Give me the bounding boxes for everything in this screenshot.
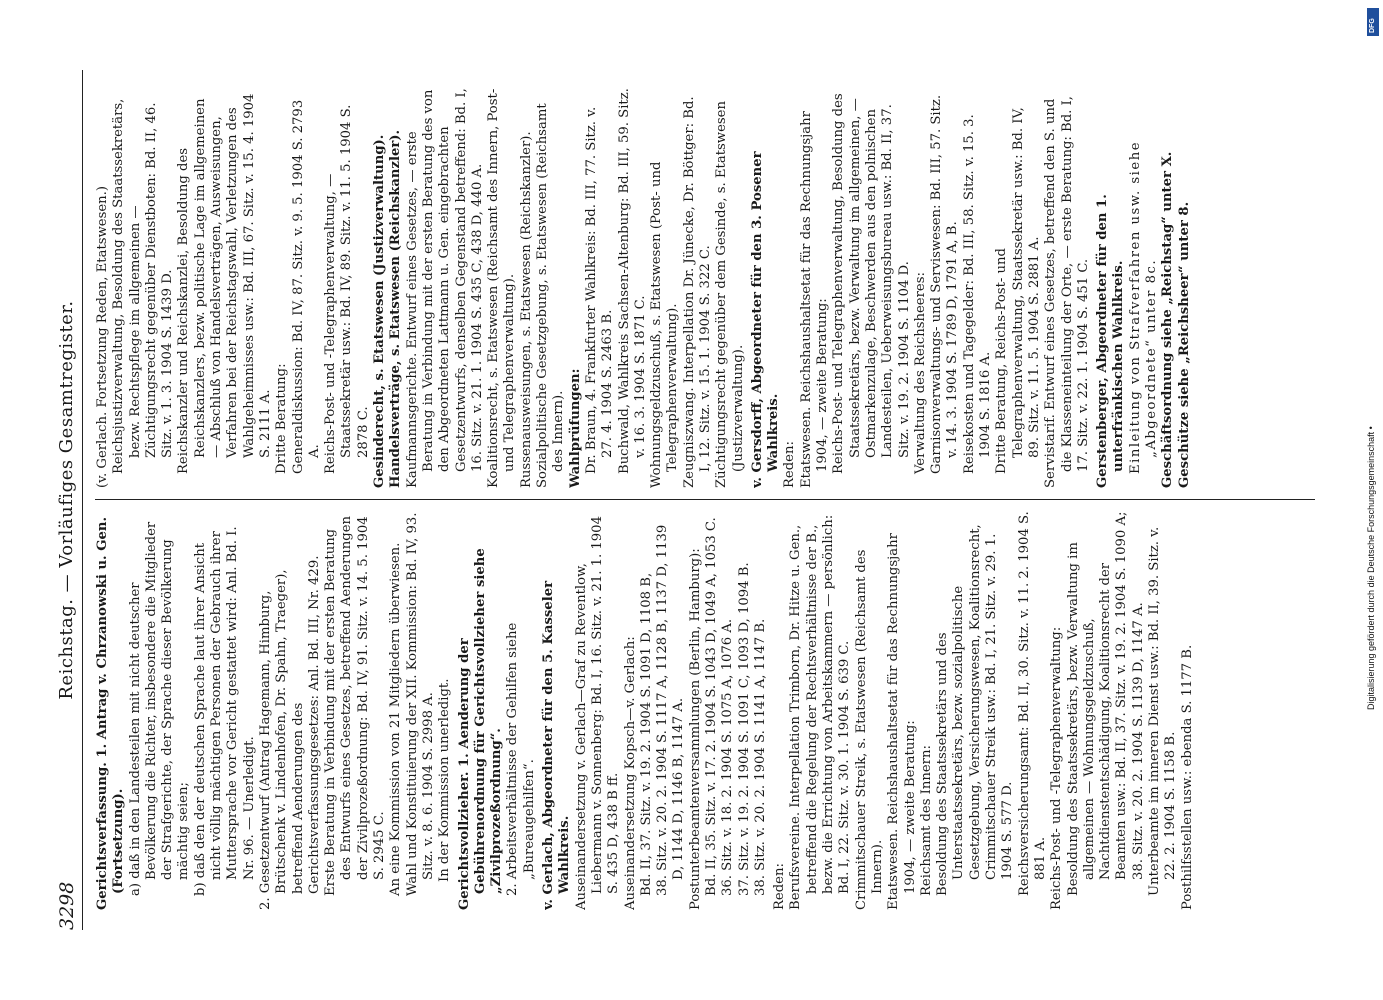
list-item: Sozialpolitische Gesetzgebung, s. Etatswesen (Reichsamt des Innern). xyxy=(535,103,567,488)
list-item: Auseinandersetzung v. Gerlach—Graf zu Reventlow, Liebermann v. Sonnenberg: Bd. I, 16. Sitz. v. 21. 1. 1904 S. 435 D, 438 B ff. xyxy=(573,516,622,910)
list-item: Etatswesen. Reichshaushaltsetat für das Rechnungsjahr 1904, — zweite Beratung: xyxy=(886,533,918,910)
list-item: Reichs-Post- und -Telegraphenverwaltung, — Staatssekretär usw.: Bd. IV, 89. Sitz. v. 11. 5. 1904 S. 2878 C. xyxy=(323,104,371,474)
list-item: 2. Gesetzentwurf (Antrag Hagemann, Himburg, Brütschenk v. Lindenhofen, Dr. Spahn, Traeger), betreffend Aenderungen des Gerichtsverfassungsgesetzes: Anl. Bd. III, Nr. 429. xyxy=(257,555,322,910)
list-item: b) daß den der deutschen Sprache laut ihrer Ansicht nicht völlig mächtigen Personen der Gebrauch ihrer Muttersprache vor Gericht gestattet wird: Anl. Bd. I. Nr. 96. — Unerledigt. xyxy=(192,526,257,896)
running-head: Reichstag. — Vorläufiges Gesamtregister. xyxy=(56,300,77,700)
list-item: Züchtigungsrecht gegenüber dem Gesinde, s. Etatswesen (Justizverwaltung). xyxy=(714,101,746,488)
list-item: Generaldiskussion: Bd. IV, 87. Sitz. v. 9. 5. 1904 S. 2793 A. xyxy=(290,99,322,474)
list-item: Besoldung des Staatssekretärs und des Unterstaatssekretärs, bezw. sozialpolitische Gesetzgebung, Versicherungswesen, Koalitionsrecht, Crimmitschauer Streik usw.: Bd. I, 21. Sitz. v. 29. 1. 1904 S. 577 D. xyxy=(935,524,1016,896)
left-column xyxy=(95,510,1295,910)
list-item: Crimmitschauer Streik, s. Etatswesen (Reichsamt des Innern). xyxy=(853,549,885,910)
list-item: Wahl und Konstituierung der XII. Kommission: Bd. IV, 93. Sitz. v. 8. 6. 1904 S. 2998 A. xyxy=(404,512,436,896)
list-item: Bd. II, 37. Sitz. v. 19. 2. 1904 S. 1091 D, 1108 B, xyxy=(638,572,654,896)
entry-heading: (v. Gerlach. Fortsetzung Reden, Etatswesen.) xyxy=(95,185,110,488)
entry-heading: Handelsverträge, s. Etatswesen (Reichskanzler). xyxy=(388,129,404,488)
list-item: Kaufmannsgerichte. Entwurf eines Gesetzes, — erste Beratung in Verbindung mit der ersten Beratung des von den Abgeordneten Lattmann u. Gen. eingebrachten Gesetzentwurfs, denselben Gegenstand betreffend: Bd. I, 16. Sitz. v. 21. 1. 1904 S. 435 C, 438 D, 440 A. xyxy=(404,88,485,488)
list-item: a) daß in den Landesteilen mit nicht deutscher Bevölkerung die Richter, insbesondere die Mitglieder der Strafgerichte, der Sprache dieser Bevölkerung mächtig seien; xyxy=(127,521,192,896)
column-divider xyxy=(95,499,1315,500)
entry-heading: Geschäftsordnung siehe „Reichstag“ unter X. xyxy=(1160,151,1176,488)
list-item: 38. Sitz. v. 20. 2. 1904 S. 1141 A, 1147 B. xyxy=(752,618,768,896)
page-number: 3298 xyxy=(56,881,78,930)
list-item: Wohnungsgeldzuschuß, s. Etatswesen (Post- und Telegraphenverwaltung). xyxy=(649,161,681,488)
list-item: Reisekosten und Tagegelder: Bd. III, 58. Sitz. v. 15. 3. 1904 S. 1816 A. xyxy=(961,114,994,474)
entry-heading: Gerichtsverfassung. 1. Antrag v. Chrzanowski u. Gen. (Fortsetzung). xyxy=(95,516,127,910)
list-item: 37. Sitz. v. 19. 2. 1904 S. 1091 C, 1093 D, 1094 B. xyxy=(736,562,752,896)
entry-heading: v. Gerlach, Abgeordneter für den 5. Kasseler Wahlkreis. xyxy=(541,580,573,910)
entry-heading: v. Gersdorff, Abgeordneter für den 3. Posener Wahlkreis. xyxy=(749,151,782,488)
entry-heading: Wahlprüfungen: xyxy=(567,368,583,488)
list-item: 38. Sitz. v. 20. 2. 1904 S. 1117 A, 1128 B, 1137 D, 1139 D, 1144 D, 1146 B, 1147 A. xyxy=(655,524,687,896)
list-item: Unterbeamte im inneren Dienst usw.: Bd. II, 39. Sitz. v. 22. 2. 1904 S. 1158 B. xyxy=(1147,526,1179,896)
section-label: Reden: xyxy=(772,863,788,910)
list-item: Dritte Beratung: xyxy=(274,363,290,474)
list-item: Besoldung des Staatssekretärs, bezw. Verwaltung im allgemeinen — Wohnungsgeldzuschuß, Nachtdienstentschädigung, Koalitionsrecht der Beamten usw.: Bd. II, 37. Sitz. v. 19. 2. 1904 S. 1090 A; 38. Sitz. v. 20. 2. 1904 S. 1139 D, 1147 A. xyxy=(1065,511,1146,896)
list-item: Posthilfsstellen usw.: ebenda S. 1177 B. xyxy=(1179,644,1195,910)
list-item: Postunterbeamtenversammlungen (Berlin, Hamburg): xyxy=(687,548,703,910)
list-item: In der Kommission unerledigt. xyxy=(437,678,453,882)
list-item: Bd. II, 35. Sitz. v. 17. 2. 1904 S. 1043 D, 1049 A, 1053 C. xyxy=(703,517,719,896)
entry-heading: Geschütze siehe „Reichsheer“ unter 8. xyxy=(1176,201,1192,488)
list-item: Dr. Braun, 4. Frankfurter Wahlkreis: Bd. III, 77. Sitz. v. 27. 4. 1904 S. 2463 B. xyxy=(583,106,616,474)
right-column xyxy=(95,84,1295,488)
entry-heading: Gerichtsvollzieher. 1. Aenderung der Gebührenordnung für Gerichtsvollzieher siehe „Zivilprozeßordnung“. xyxy=(456,548,505,910)
section-label: Reden: xyxy=(782,441,798,488)
entry-heading: Gerstenberger, Abgeordneter für den 1. unterfränkischen Wahlkreis. xyxy=(1095,194,1127,488)
list-item: Reichsversicherungsamt: Bd. II, 30. Sitz. v. 11. 2. 1904 S. 881 A. xyxy=(1016,511,1048,896)
list-item: Reichsamt des Innern: xyxy=(918,745,934,896)
list-item: Russenausweisungen, s. Etatswesen (Reichskanzler). xyxy=(518,131,534,488)
list-item: An eine Kommission von 21 Mitgliedern überwiesen. xyxy=(388,542,404,896)
list-item: Berufsvereine. Interpellation Trimborn, Dr. Hitze u. Gen., betreffend die Regelung der Rechtsverhältnisse der B., bezw. die Errichtung von Arbeitskammern — persönlich: Bd. I, 22. Sitz. v. 30. 1. 1904 S. 639 C. xyxy=(788,514,853,910)
list-item: Buchwald, Wahlkreis Sachsen-Altenburg: Bd. III, 59. Sitz. v. 16. 3. 1904 S. 1871 C. xyxy=(616,88,648,474)
list-item: Reichskanzler und Reichskanzlei, Besoldung des Reichskanzlers, bezw. politische Lage im allgemeinen — Abschluß von Handelsverträgen, Ausweisungen, Verfahren bei der Reichstagswahl, Verletzungen des Wahlgeheimnisses usw.: Bd. III, 67. Sitz. v. 15. 4. 1904 S. 2111 A. xyxy=(176,93,273,474)
list-item: Reichs-Post- und -Telegraphenverwaltung: xyxy=(1049,626,1065,910)
list-item: Auseinandersetzung Kopsch—v. Gerlach: xyxy=(622,636,638,910)
list-item: Servistarif. Entwurf eines Gesetzes, betreffend den S. und die Klasseneinteilung der Orte, — erste Beratung: Bd. I, 17. Sitz. v. 22. 1. 1904 S. 451 C. xyxy=(1043,96,1091,488)
dfg-logo: DFG xyxy=(1367,8,1379,36)
list-item: Dritte Beratung, Reichs-Post- und Telegraphenverwaltung, Staatssekretär usw.: Bd. IV, 89. Sitz. v. 11. 5. 1904 S. 2881 A. xyxy=(994,107,1042,474)
list-item: Erste Beratung in Verbindung mit der ersten Beratung des Entwurfs eines Gesetzes, betreffend Aenderungen der Zivilprozeßordnung: Bd. IV, 91. Sitz. v. 14. 5. 1904 S. 2945 C. xyxy=(323,516,388,896)
list-item: Verwaltung des Reichsheeres: xyxy=(912,272,928,474)
list-item: Koalitionsrecht, s. Etatswesen (Reichsamt des Innern, Post- und Telegraphenverwaltung). xyxy=(486,88,518,488)
list-item: Zeugniszwang. Interpellation Dr. Jünecke, Dr. Böttger: Bd. I, 12. Sitz. v. 15. 1. 1904 S. 322 C. xyxy=(681,96,713,488)
list-item: Etatswesen. Reichshaushaltsetat für das Rechnungsjahr 1904, — zweite Beratung: xyxy=(798,111,831,488)
page-header xyxy=(52,70,83,930)
credit-text: Digitalisierung gefördert durch die Deutsche Forschungsgemeinschaft • xyxy=(1366,426,1376,710)
entry-heading: Gesinderecht, s. Etatswesen (Justizverwaltung). xyxy=(372,134,388,488)
list-item: Garnisonverwaltungs- und Serviswesen: Bd. III, 57. Sitz. v. 14. 3. 1904 S. 1789 D, 1791 A, B. xyxy=(929,94,961,474)
list-item: 36. Sitz. v. 18. 2. 1904 S. 1075 A, 1076 A. xyxy=(720,618,736,896)
digitization-credit xyxy=(1366,10,1380,990)
list-item: Reichsjustizverwaltung, Besoldung des Staatssekretärs, bezw. Rechtspflege im allgemeinen — Züchtigungsrecht gegenüber Dienstboten: Bd. II, 46. Sitz. v. 1. 3. 1904 S. 1439 D. xyxy=(111,98,176,474)
list-item: 2. Arbeitsverhältnisse der Gehilfen siehe „Bureaugehilfen“. xyxy=(505,622,537,896)
list-item: Reichs-Post- und Telegraphenverwaltung, Besoldung des Staatssekretärs, bezw. Verwaltung im allgemeinen, — Ostmarkenzulage, Beschwerden aus den polnischen Landesteilen, Ueberweisungsbureau usw.: Bd. II, 37. Sitz. v. 19. 2. 1904 S. 1104 D. xyxy=(831,93,912,474)
list-item: Einleitung von Strafverfahren usw. siehe „Abgeordnete“ unter 8c. xyxy=(1127,141,1159,474)
